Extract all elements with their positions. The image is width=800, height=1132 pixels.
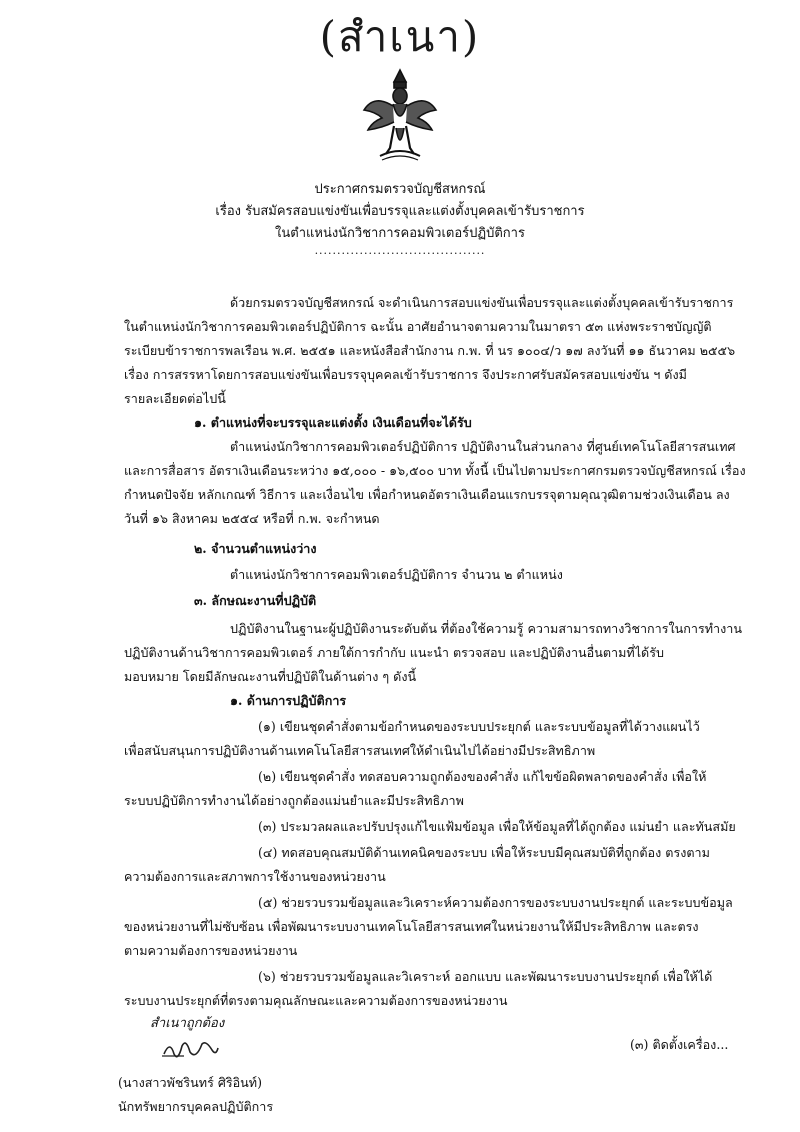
duty-item: (๑) เขียนชุดคำสั่งตามข้อกำหนดของระบบประยุกต์ และระบบข้อมูลที่ได้วางแผนไว้ [258, 719, 700, 734]
title-separator: ...................................... [314, 244, 486, 257]
announcement-position: ในตำแหน่งนักวิชาการคอมพิวเตอร์ปฏิบัติการ [275, 226, 525, 241]
signature-icon [160, 1036, 220, 1064]
intro-line: ด้วยกรมตรวจบัญชีสหกรณ์ จะดำเนินการสอบแข่งขันเพื่อบรรจุและแต่งตั้งบุคคลเข้ารับราชการ [230, 295, 734, 310]
certified-true-copy: สำเนาถูกต้อง [150, 1015, 225, 1030]
section-1-line: วันที่ ๑๖ สิงหาคม ๒๕๕๔ หรือที่ ก.พ. จะกำหนด [124, 511, 380, 526]
continuation-note: (๓) ติดตั้งเครื่อง... [630, 1037, 729, 1052]
intro-line: รายละเอียดต่อไปนี้ [124, 391, 226, 406]
duty-item: (๔) ทดสอบคุณสมบัติด้านเทคนิคของระบบ เพื่อให้ระบบมีคุณสมบัติที่ถูกต้อง ตรงตาม [258, 845, 710, 860]
announcement-title: ประกาศกรมตรวจบัญชีสหกรณ์ [314, 182, 486, 197]
duty-item: (๒) เขียนชุดคำสั่ง ทดสอบความถูกต้องของคำสั่ง แก้ไขข้อผิดพลาดของคำสั่ง เพื่อให้ [258, 769, 707, 784]
duty-item: (๓) ประมวลผลและปรับปรุงแก้ไขแฟ้มข้อมูล เพื่อให้ข้อมูลที่ได้ถูกต้อง แม่นยำ และทันสมัย [258, 819, 736, 834]
duty-item: ตามความต้องการของหน่วยงาน [124, 943, 298, 958]
intro-line: ระเบียบข้าราชการพลเรือน พ.ศ. ๒๕๕๑ และหนังสือสำนักงาน ก.พ. ที่ นร ๑๐๐๔/ว ๑๗ ลงวันที่ ๑๑ ธันวาคม ๒๕๕๖ [124, 343, 736, 358]
duty-item: ระบบปฏิบัติการทำงานได้อย่างถูกต้องแม่นยำและมีประสิทธิภาพ [124, 793, 464, 808]
garuda-emblem-icon [360, 66, 440, 166]
intro-line: เรื่อง การสรรหาโดยการสอบแข่งขันเพื่อบรรจุบุคคลเข้ารับราชการ จึงประกาศรับสมัครสอบแข่งขัน ฯ ดังมี [124, 367, 687, 382]
section-3-line: มอบหมาย โดยมีลักษณะงานที่ปฏิบัติในด้านต่าง ๆ ดังนี้ [124, 669, 417, 684]
section-2-line: ตำแหน่งนักวิชาการคอมพิวเตอร์ปฏิบัติการ จำนวน ๒ ตำแหน่ง [230, 567, 563, 582]
section-1-line: และการสื่อสาร อัตราเงินเดือนระหว่าง ๑๕,๐๐๐ - ๑๖,๕๐๐ บาท ทั้งนี้ เป็นไปตามประกาศกรมตรวจบัญชีสหกรณ์ เรื่อง [124, 463, 746, 478]
section-1-line: ตำแหน่งนักวิชาการคอมพิวเตอร์ปฏิบัติการ ปฏิบัติงานในส่วนกลาง ที่ศูนย์เทคโนโลยีสารสนเทศ [230, 439, 736, 454]
signer-name: (นางสาวพัชรินทร์ ศิริอินท์) [118, 1075, 263, 1090]
section-3-heading: ๓. ลักษณะงานที่ปฏิบัติ [194, 593, 317, 608]
section-3-line: ปฏิบัติงานในฐานะผู้ปฏิบัติงานระดับต้น ที่ต้องใช้ความรู้ ความสามารถทางวิชาการในการทำงาน [230, 621, 742, 636]
section-1-line: กำหนดปัจจัย หลักเกณฑ์ วิธีการ และเงื่อนไข เพื่อกำหนดอัตราเงินเดือนแรกบรรจุตามคุณวุฒิตามช่วงเงินเดือน ลง [124, 487, 730, 502]
copy-mark: (สำเนา) [319, 12, 481, 61]
signer-title: นักทรัพยากรบุคคลปฏิบัติการ [118, 1099, 274, 1114]
section-1-heading: ๑. ตำแหน่งที่จะบรรจุและแต่งตั้ง เงินเดือนที่จะได้รับ [194, 415, 472, 430]
duty-item: ระบบงานประยุกต์ที่ตรงตามคุณลักษณะและความต้องการของหน่วยงาน [124, 993, 508, 1008]
announcement-subject: เรื่อง รับสมัครสอบแข่งขันเพื่อบรรจุและแต่งตั้งบุคคลเข้ารับราชการ [215, 204, 585, 219]
intro-line: ในตำแหน่งนักวิชาการคอมพิวเตอร์ปฏิบัติการ ฉะนั้น อาศัยอำนาจตามความในมาตรา ๕๓ แห่งพระราชบัญญัติ [124, 319, 712, 334]
section-3-line: ปฏิบัติงานด้านวิชาการคอมพิวเตอร์ ภายใต้การกำกับ แนะนำ ตรวจสอบ และปฏิบัติงานอื่นตามที่ได้รับ [124, 645, 664, 660]
section-2-heading: ๒. จำนวนตำแหน่งว่าง [194, 541, 317, 556]
duty-item: (๖) ช่วยรวบรวมข้อมูลและวิเคราะห์ ออกแบบ และพัฒนาระบบงานประยุกต์ เพื่อให้ได้ [258, 969, 713, 984]
duty-item: (๕) ช่วยรวบรวมข้อมูลและวิเคราะห์ความต้องการของระบบงานประยุกต์ และระบบข้อมูล [258, 895, 733, 910]
duty-item: เพื่อสนับสนุนการปฏิบัติงานด้านเทคโนโลยีสารสนเทศให้ดำเนินไปได้อย่างมีประสิทธิภาพ [124, 743, 596, 758]
duty-item: ของหน่วยงานที่ไม่ซับซ้อน เพื่อพัฒนาระบบงานเทคโนโลยีสารสนเทศในหน่วยงานให้มีประสิทธิภาพ และตรง [124, 919, 699, 934]
section-3-subheading: ๑. ด้านการปฏิบัติการ [230, 693, 347, 708]
duty-item: ความต้องการและสภาพการใช้งานของหน่วยงาน [124, 869, 386, 884]
